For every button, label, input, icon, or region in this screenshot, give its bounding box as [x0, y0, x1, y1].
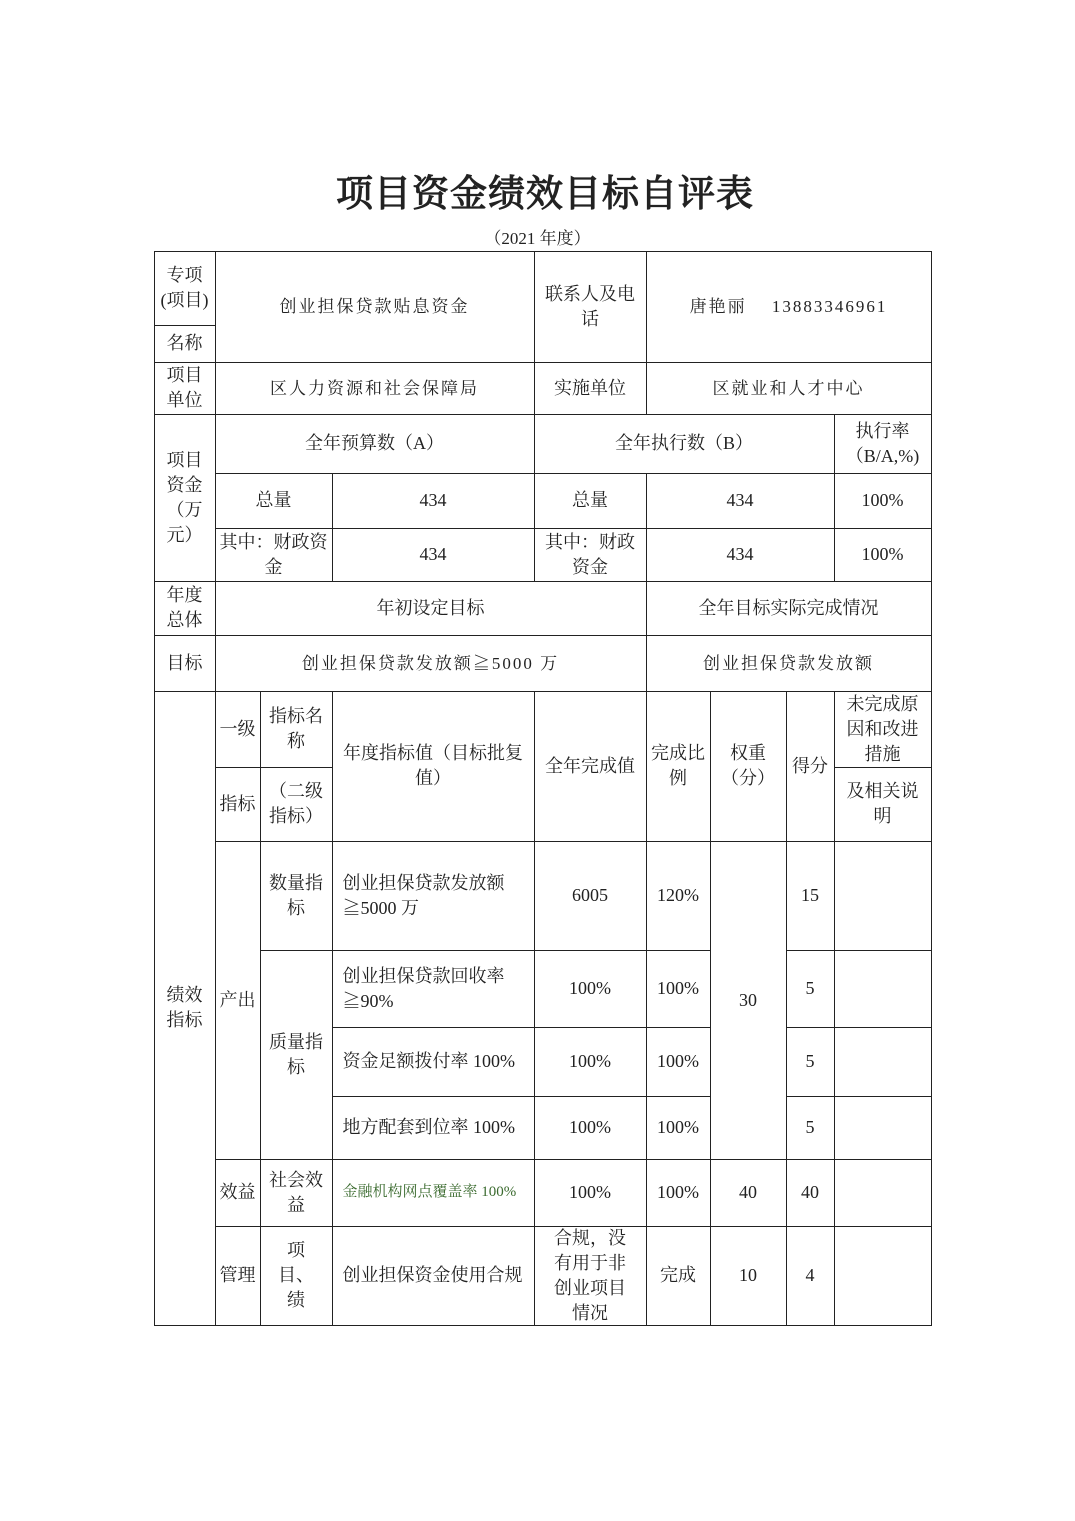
- funds-row-rate: 100%: [834, 528, 932, 582]
- benefit-name: 社会效益: [260, 1159, 333, 1227]
- quality-actual: 100%: [534, 1096, 647, 1160]
- h-target: 年度指标值（目标批复值）: [332, 691, 535, 842]
- quantity-actual: 6005: [534, 841, 647, 951]
- quality-score: 5: [786, 1027, 835, 1097]
- exec-header: 全年执行数（B）: [534, 414, 835, 474]
- page-title: 项目资金绩效目标自评表: [336, 174, 754, 215]
- management-weight: 10: [710, 1226, 787, 1326]
- quality-target: 地方配套到位率 100%: [332, 1096, 535, 1160]
- quantity-target: 创业担保贷款发放额≧5000 万: [332, 841, 535, 951]
- quality-name: 质量指标: [260, 950, 333, 1160]
- benefit-level1: 效益: [215, 1159, 261, 1227]
- quality-target: 创业担保贷款回收率≧90%: [332, 950, 535, 1028]
- h-actual: 全年完成值: [534, 691, 647, 842]
- goal-actual-value: 创业担保贷款发放额: [646, 635, 932, 692]
- output-level1: 产出: [215, 841, 261, 1160]
- h-level1-top: 一级: [215, 691, 261, 768]
- project-label-bottom: 名称: [154, 325, 216, 363]
- funds-row-a: 434: [332, 473, 535, 529]
- funds-row-label-a: 总量: [215, 473, 333, 529]
- h-name-top: 指标名称: [260, 691, 333, 768]
- benefit-weight: 40: [710, 1159, 787, 1227]
- unit-label: 项目单位: [154, 362, 216, 415]
- quantity-name: 数量指标: [260, 841, 333, 951]
- h-weight: 权重（分）: [710, 691, 787, 842]
- quality-target: 资金足额拨付率 100%: [332, 1027, 535, 1097]
- contact-label: 联系人及电话: [534, 251, 647, 363]
- contact-value: 唐艳丽 13883346961: [646, 251, 932, 363]
- project-name: 创业担保贷款贴息资金: [215, 251, 535, 363]
- h-reason-top: 未完成原因和改进措施: [834, 691, 932, 768]
- funds-row-label-a: 其中：财政资金: [215, 528, 333, 582]
- funds-label: 项目资金（万元）: [154, 414, 216, 582]
- goal-label-bottom: 目标: [154, 635, 216, 692]
- funds-row-b: 434: [646, 473, 835, 529]
- benefit-reason: [834, 1159, 932, 1227]
- management-ratio: 完成: [646, 1226, 711, 1326]
- impl-unit-label: 实施单位: [534, 362, 647, 415]
- goal-set-header: 年初设定目标: [215, 581, 647, 636]
- management-reason: [834, 1226, 932, 1326]
- quality-ratio: 100%: [646, 950, 711, 1028]
- quality-ratio: 100%: [646, 1027, 711, 1097]
- benefit-actual: 100%: [534, 1159, 647, 1227]
- quality-reason: [834, 1096, 932, 1160]
- management-level1: 管理: [215, 1226, 261, 1326]
- funds-row-a: 434: [332, 528, 535, 582]
- h-name-bottom: （二级指标）: [260, 767, 333, 842]
- quality-actual: 100%: [534, 950, 647, 1028]
- funds-row-rate: 100%: [834, 473, 932, 529]
- goal-label-top: 年度总体: [154, 581, 216, 636]
- goal-set-value: 创业担保贷款发放额≧5000 万: [215, 635, 647, 692]
- benefit-score: 40: [786, 1159, 835, 1227]
- impl-unit-value: 区就业和人才中心: [646, 362, 932, 415]
- h-reason-bottom: 及相关说明: [834, 767, 932, 842]
- management-name: 项目、绩: [260, 1226, 333, 1326]
- output-weight: 30: [710, 841, 787, 1160]
- funds-row-label-b: 其中：财政资金: [534, 528, 647, 582]
- quantity-reason: [834, 841, 932, 951]
- quality-reason: [834, 950, 932, 1028]
- funds-row-label-b: 总量: [534, 473, 647, 529]
- year-subtitle: （2021 年度）: [484, 229, 591, 248]
- budget-header: 全年预算数（A）: [215, 414, 535, 474]
- quality-reason: [834, 1027, 932, 1097]
- h-ratio: 完成比例: [646, 691, 711, 842]
- goal-actual-header: 全年目标实际完成情况: [646, 581, 932, 636]
- h-level1-bottom: 指标: [215, 767, 261, 842]
- quality-score: 5: [786, 1096, 835, 1160]
- quantity-ratio: 120%: [646, 841, 711, 951]
- benefit-target: 金融机构网点覆盖率 100%: [332, 1159, 535, 1227]
- benefit-ratio: 100%: [646, 1159, 711, 1227]
- unit-value: 区人力资源和社会保障局: [215, 362, 535, 415]
- quantity-score: 15: [786, 841, 835, 951]
- perf-label: 绩效指标: [154, 691, 216, 1326]
- rate-header: 执行率（B/A,%): [834, 414, 932, 474]
- management-score: 4: [786, 1226, 835, 1326]
- project-label-top: 专项(项目): [154, 251, 216, 326]
- funds-row-b: 434: [646, 528, 835, 582]
- management-target: 创业担保资金使用合规: [332, 1226, 535, 1326]
- quality-score: 5: [786, 950, 835, 1028]
- management-actual: 合规，没有用于非创业项目情况: [534, 1226, 647, 1326]
- quality-actual: 100%: [534, 1027, 647, 1097]
- h-score: 得分: [786, 691, 835, 842]
- quality-ratio: 100%: [646, 1096, 711, 1160]
